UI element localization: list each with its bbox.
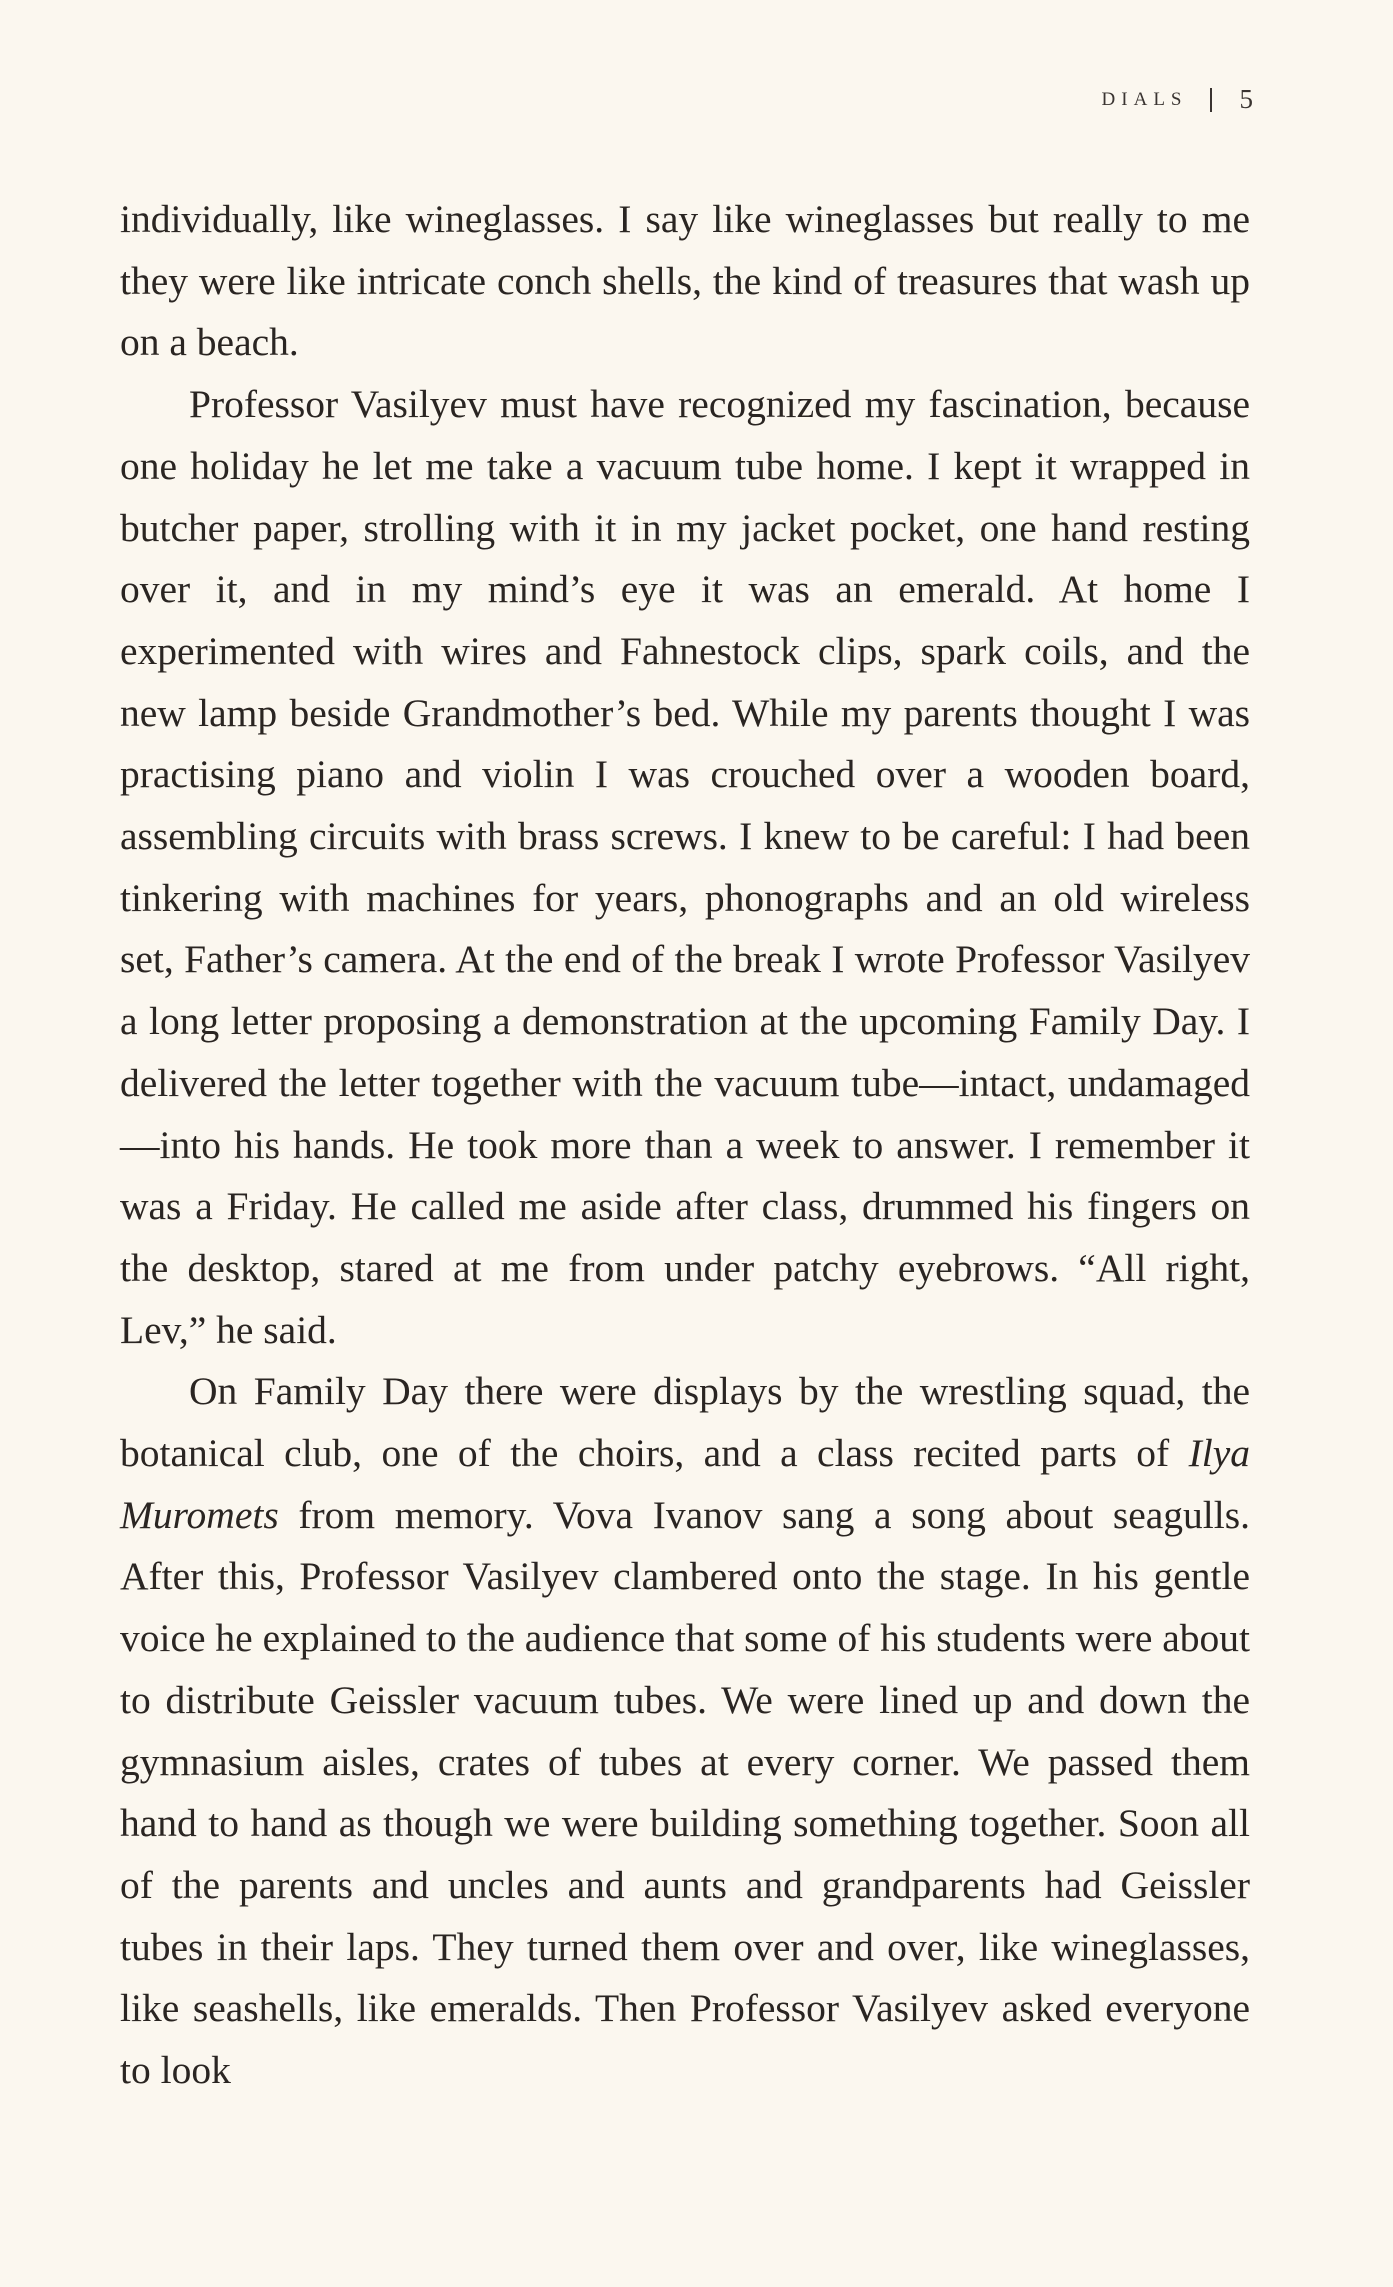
page-number: 5: [1239, 84, 1253, 114]
body-text: [120, 189, 1250, 2102]
paragraph-continued: individually, like wineglasses. I say like wineglasses but really to me they were like intricate conch shells, the kind of treasures that wash up on a beach.: [120, 197, 1250, 365]
running-head-section-title: DIALS: [1101, 88, 1188, 110]
paragraph-vacuum-tube: Professor Vasilyev must have recognized my fascination, because one holiday he let me take a vacuum tube home. I kept it wrapped in butcher paper, strolling with it in my jacket pocket, one hand resting over it, and in my mind’s eye it was an emerald. At home I experimented with wires and Fahnestock clips, spark coils, and the new lamp beside Grandmother’s bed. While my parents thought I was practising piano and violin I was crouched over a wooden board, assembling circuits with brass screws. I knew to be careful: I had been tinkering with machines for years, phonographs and an old wireless set, Father’s camera. At the end of the break I wrote Professor Vasilyev a long letter proposing a demonstration at the upcoming Family Day. I delivered the letter together with the vacuum tube—intact, undamaged—into his hands. He took more than a week to answer. I remember it was a Friday. He called me aside after class, drummed his fingers on the desktop, stared at me from under patchy eyebrows. “All right, Lev,” he said.: [120, 382, 1250, 1352]
running-head-divider: [1210, 88, 1212, 112]
book-title-italic: Ilya Muromets: [120, 1431, 1250, 1537]
running-head: [1102, 84, 1253, 115]
paragraph-family-day-text-before: On Family Day there were displays by the wrestling squad, the botanical club, one of the choirs, and a class recited parts of: [120, 1369, 1250, 1476]
paragraph-family-day-text-after: from memory. Vova Ivanov sang a song about seagulls. After this, Professor Vasilyev clambered onto the stage. In his gentle voice he explained to the audience that some of his students were about to distribute Geissler vacuum tubes. We were lined up and down the gymnasium aisles, crates of tubes at every corner. We passed them hand to hand as though we were building something together. Soon all of the parents and uncles and aunts and grandparents had Geissler tubes in their laps. They turned them over and over, like wineglasses, like seashells, like emeralds. Then Professor Vasilyev asked everyone to look: [120, 1492, 1250, 2093]
paragraph-family-day: [120, 1361, 1250, 2101]
